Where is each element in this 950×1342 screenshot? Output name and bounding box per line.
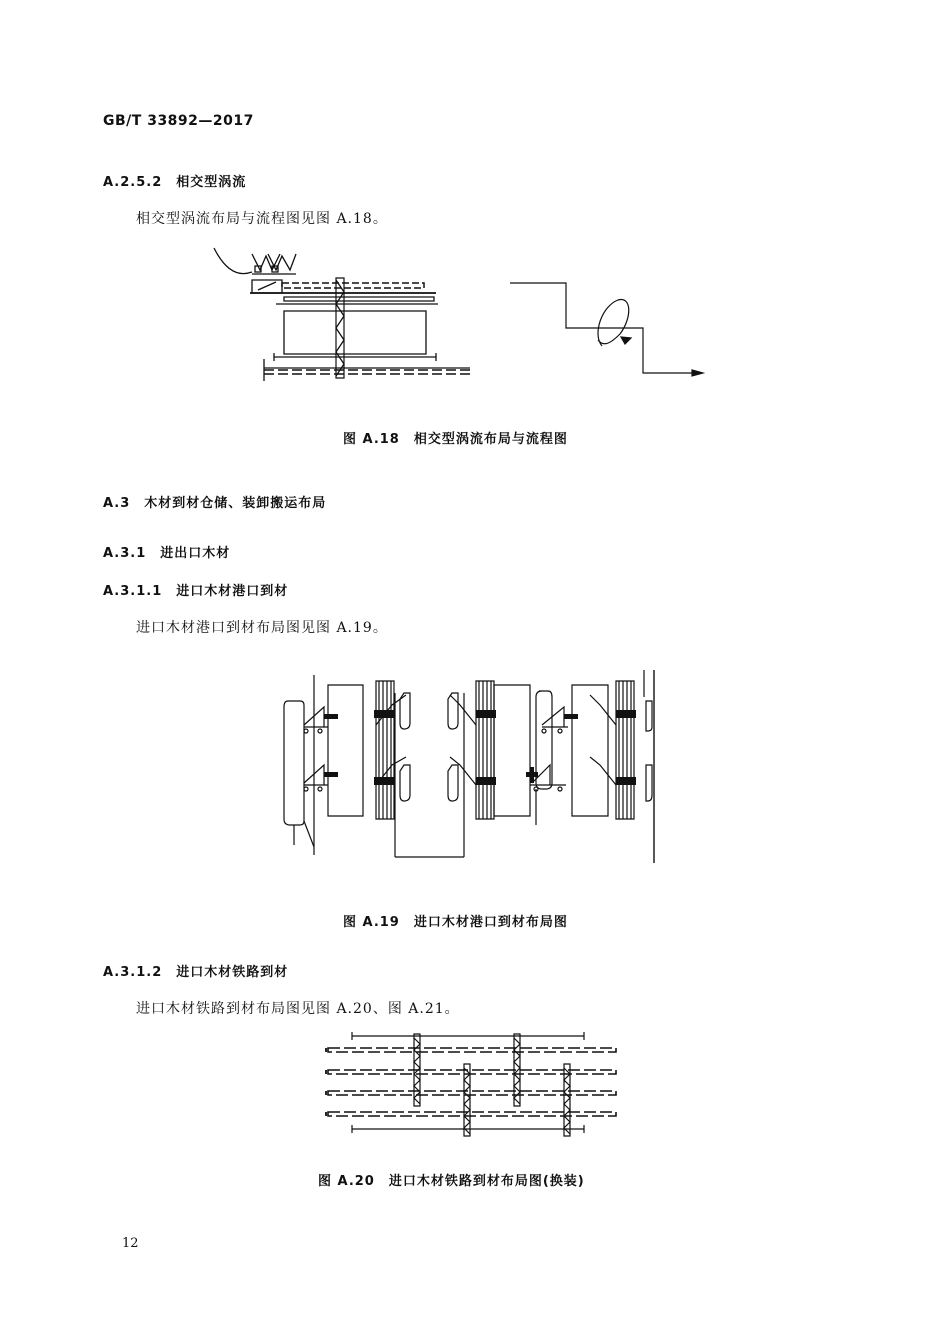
standard-number: GB/T 33892—2017 <box>103 113 254 129</box>
caption-a19: 图 A.19 进口木材港口到材布局图 <box>343 915 568 930</box>
a18-layout <box>214 248 470 381</box>
heading-a312: A.3.1.2 进口木材铁路到材 <box>103 965 289 980</box>
para-a252: 相交型涡流布局与流程图见图 A.18。 <box>136 211 388 227</box>
figure-a20 <box>320 1030 620 1140</box>
a19-solid-marks <box>324 710 636 785</box>
caption-a20: 图 A.20 进口木材铁路到材布局图(换装) <box>318 1174 585 1189</box>
figure-a19 <box>280 665 665 865</box>
page-number: 12 <box>122 1236 139 1251</box>
para-a312: 进口木材铁路到材布局图见图 A.20、图 A.21。 <box>136 1001 460 1017</box>
heading-a311: A.3.1.1 进口木材港口到材 <box>103 584 289 599</box>
heading-a31: A.3.1 进出口木材 <box>103 546 231 561</box>
figure-a18 <box>200 240 720 390</box>
para-a311: 进口木材港口到材布局图见图 A.19。 <box>136 620 388 636</box>
caption-a18: 图 A.18 相交型涡流布局与流程图 <box>343 432 568 447</box>
heading-a3: A.3 木材到材仓储、装卸搬运布局 <box>103 496 327 511</box>
heading-a252: A.2.5.2 相交型涡流 <box>103 175 247 190</box>
a19-layout <box>284 670 654 863</box>
a20-layout <box>326 1032 616 1136</box>
a18-flow-diagram <box>510 283 703 376</box>
